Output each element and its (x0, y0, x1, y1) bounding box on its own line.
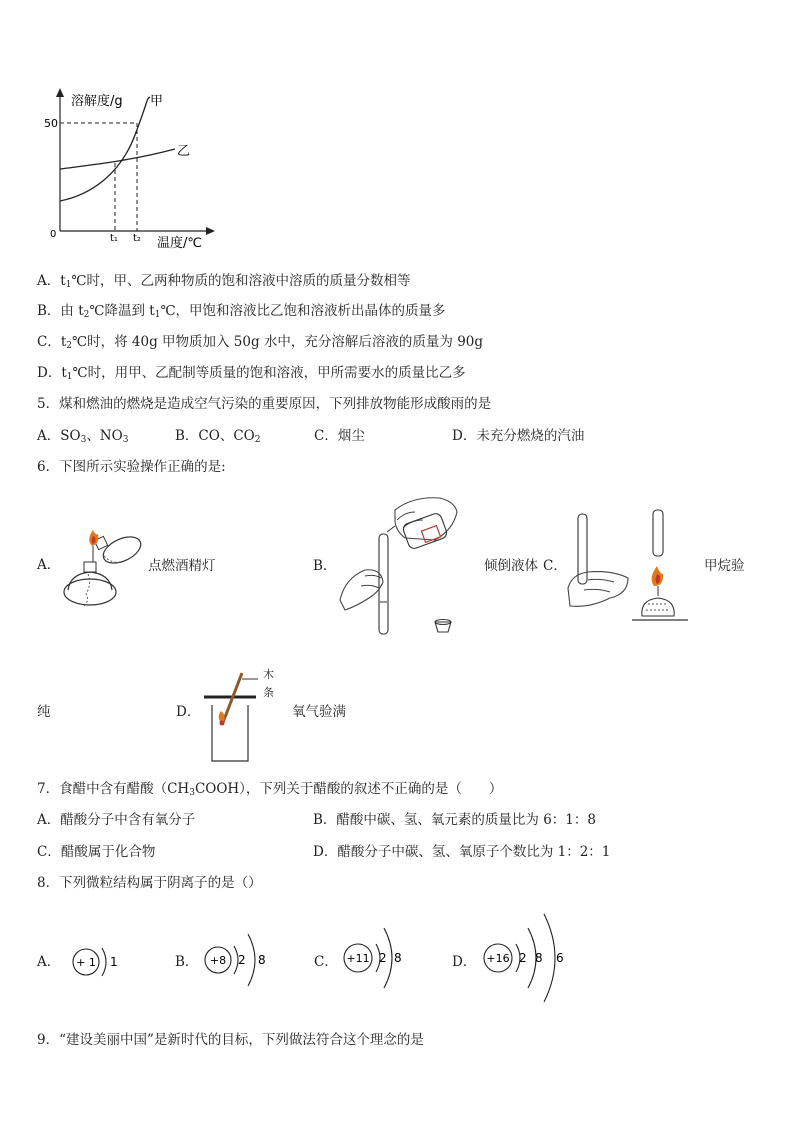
q5-option-b[interactable] (175, 427, 260, 449)
option-letter: C． (37, 334, 61, 350)
q6-option-c-caption-1: 甲烷验 (704, 558, 745, 574)
electron-shell (102, 948, 106, 976)
option-letter: A． (37, 273, 61, 289)
option-letter: D． (37, 365, 62, 381)
subscript: 2 (254, 435, 261, 445)
q6-option-d-letter[interactable]: D． (176, 704, 201, 720)
q5-stem: 5．煤和燃油的燃烧是造成空气污染的重要原因，下列排放物能形成酸雨的是 (37, 396, 492, 412)
y-axis-arrow (56, 88, 64, 97)
option-letter: B． (37, 303, 61, 319)
option-text: t (61, 365, 67, 381)
subscript: 2 (66, 341, 73, 351)
q8-option-d-letter[interactable]: D． (452, 954, 477, 970)
subscript: 3 (189, 788, 195, 798)
electron-count: 6 (556, 951, 564, 965)
subscript: 1 (66, 372, 73, 382)
atom-diagram-d (478, 910, 578, 1006)
series-label-jia: 甲 (150, 94, 164, 109)
option-text: A．SO (37, 428, 81, 444)
q8-stem: 8．下列微粒结构属于阴离子的是（） (37, 875, 262, 891)
q8-option-b-letter[interactable]: B． (175, 954, 199, 970)
electron-shell (248, 934, 255, 986)
q6-option-c-letter[interactable]: C． (543, 558, 567, 574)
t1-label: t₁ (110, 233, 118, 244)
q8-option-a-letter[interactable]: A． (37, 954, 61, 970)
q5-option-d[interactable]: D．未充分燃烧的汽油 (452, 428, 585, 444)
q4-option-b[interactable] (37, 302, 446, 324)
option-text: t (60, 273, 66, 289)
curve-jia (60, 97, 150, 201)
electron-count: 8 (394, 951, 402, 965)
q6-option-a-letter[interactable]: A． (37, 557, 61, 573)
electron-count: 8 (535, 951, 543, 965)
nucleus-charge: +8 (209, 954, 227, 967)
nucleus-charge: + 1 (76, 956, 96, 969)
pouring-liquid-illustration (335, 490, 470, 640)
electron-count: 1 (110, 955, 118, 969)
q4-option-c[interactable] (37, 333, 483, 355)
option-text: t (60, 334, 67, 350)
stem-text: 7．食醋中含有醋酸（CH (37, 781, 190, 797)
subscript: 3 (80, 435, 87, 445)
atom-diagram-a (64, 930, 134, 994)
stem-text: COOH），下列关于醋酸的叙述不正确的是（ ） (194, 781, 503, 797)
q5-option-a[interactable] (37, 427, 128, 449)
subscript: 2 (83, 310, 90, 320)
atom-diagram-b (200, 924, 290, 996)
electron-count: 2 (519, 951, 527, 965)
y-tick-50: 50 (44, 117, 58, 130)
option-text: 、NO (86, 428, 123, 444)
q7-option-c[interactable]: C．醋酸属于化合物 (37, 844, 156, 860)
q6-stem: 6．下图所示实验操作正确的是: (37, 459, 226, 475)
x-axis-label: 温度/℃ (157, 236, 202, 251)
q4-option-a[interactable] (37, 272, 411, 294)
q6-option-d-label-2: 条 (263, 686, 274, 699)
nucleus-charge: +16 (486, 952, 510, 965)
q9-stem: 9．“建设美丽中国”是新时代的目标，下列做法符合这个理念的是 (37, 1032, 424, 1048)
t2-label: t₂ (133, 233, 141, 244)
q7-stem (37, 780, 502, 802)
alcohol-lamp-lighting-illustration (60, 522, 150, 612)
q6-option-d-caption: 氧气验满 (292, 704, 346, 720)
series-label-yi: 乙 (177, 144, 191, 159)
option-text: ℃时，将 40g 甲物质加入 50g 水中，充分溶解后溶液的质量为 90g (72, 334, 484, 350)
atom-diagram-c (340, 920, 430, 996)
methane-purity-test-illustration (560, 508, 695, 626)
q7-option-b[interactable]: B．醋酸中碳、氢、氧元素的质量比为 6：1：8 (313, 812, 596, 828)
subscript: 1 (65, 280, 72, 290)
q4-option-d[interactable] (37, 364, 466, 386)
electron-count: 2 (379, 951, 387, 965)
solubility-chart (40, 85, 240, 255)
q5-option-c[interactable]: C．烟尘 (314, 428, 365, 444)
x-axis-arrow (206, 227, 215, 235)
origin-label: 0 (50, 229, 57, 240)
q7-option-d[interactable]: D．醋酸分子中碳、氢、氧原子个数比为 1：2：1 (313, 844, 611, 860)
oxygen-full-test-illustration (200, 665, 290, 765)
subscript: 3 (122, 435, 129, 445)
q6-option-c-caption-2: 纯 (37, 704, 51, 720)
option-text: ℃降温到 t (89, 303, 155, 319)
q8-option-c-letter[interactable]: C． (314, 954, 338, 970)
nucleus-charge: +11 (346, 952, 370, 965)
electron-shell (544, 914, 555, 1002)
q7-option-a[interactable]: A．醋酸分子中含有氧分子 (37, 812, 196, 828)
option-text: B．CO、CO (175, 428, 255, 444)
electron-count: 2 (238, 953, 246, 967)
subscript: 1 (154, 310, 161, 320)
y-axis-label: 溶解度/g (71, 94, 123, 109)
q6-option-b-letter[interactable]: B． (313, 558, 337, 574)
q6-option-a-caption: 点燃酒精灯 (148, 558, 216, 574)
option-text: 由 t (60, 303, 84, 319)
option-text: ℃，甲饱和溶液比乙饱和溶液析出晶体的质量多 (160, 303, 446, 319)
q6-option-b-caption: 倾倒液体 (484, 558, 538, 574)
electron-count: 8 (258, 953, 266, 967)
q6-option-d-label-1: 木 (263, 668, 274, 681)
option-text: ℃时，用甲、乙配制等质量的饱和溶液，甲所需要水的质量比乙多 (72, 365, 466, 381)
option-text: ℃时，甲、乙两种物质的饱和溶液中溶质的质量分数相等 (71, 273, 411, 289)
